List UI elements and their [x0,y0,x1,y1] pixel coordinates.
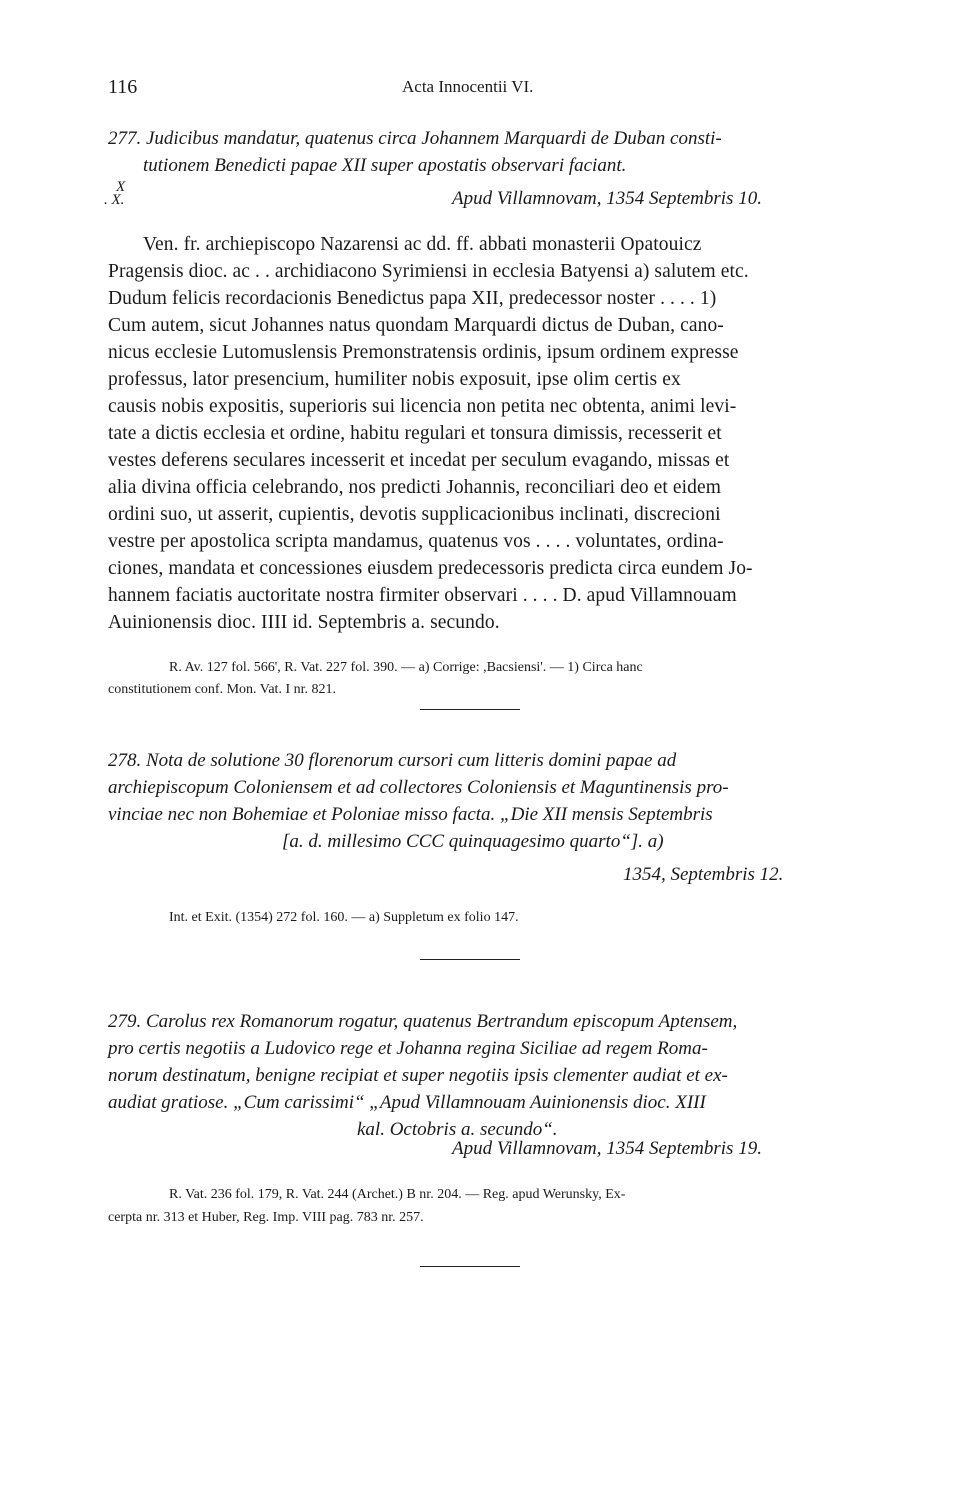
entry-277-body-line: Pragensis dioc. ac . . archidiacono Syrimiensi in ecclesia Batyensi a) salutem etc. [108,261,749,282]
entry-277-body-line: vestre per apostolica scripta mandamus, quatenus vos . . . . voluntates, ordina- [108,531,724,552]
entry-277-body-line: Auinionensis dioc. IIII id. Septembris a. secundo. [108,612,500,633]
entry-277-place-date: Apud Villamnovam, 1354 Septembris 10. [452,188,762,209]
entry-277-body-line: nicus ecclesie Lutomuslensis Premonstratensis ordinis, ipsum ordinem expresse [108,342,739,363]
entry-279-heading-line: kal. Octobris a. secundo“. [357,1119,558,1140]
entry-277-heading-line-1: 277. Judicibus mandatur, quatenus circa Johannem Marquardi de Duban consti- [108,128,722,149]
section-divider [420,959,520,960]
margin-mark-top: X [116,179,126,195]
entry-279-notes-line: R. Vat. 236 fol. 179, R. Vat. 244 (Archet.) B nr. 204. — Reg. apud Werunsky, Ex- [169,1187,626,1202]
entry-279-heading-line: pro certis negotiis a Ludovico rege et Johanna regina Siciliae ad regem Roma- [108,1038,708,1059]
entry-279-notes-line: cerpta nr. 313 et Huber, Reg. Imp. VIII pag. 783 nr. 257. [108,1210,424,1225]
entry-279-place-date: Apud Villamnovam, 1354 Septembris 19. [452,1138,762,1159]
entry-277-body-line: ordini suo, ut asserit, cupientis, devotis supplicacionibus inclinati, discrecioni [108,504,721,525]
page-number: 116 [108,76,138,98]
entry-278-heading-line: [a. d. millesimo CCC quinquagesimo quarto“]. a) [282,831,664,852]
entry-277-body-line: Ven. fr. archiepiscopo Nazarensi ac dd. ff. abbati monasterii Opatouicz [143,234,702,255]
entry-278-heading-line: vinciae nec non Bohemiae et Poloniae misso facta. „Die XII mensis Septembris [108,804,713,825]
running-title: Acta Innocentii VI. [402,77,534,96]
entry-277-body-line: causis nobis expositis, superioris sui licencia non petita nec obtenta, animi levi- [108,396,737,417]
section-divider [420,709,520,710]
entry-277-body-line: Dudum felicis recordacionis Benedictus papa XII, predecessor noster . . . . 1) [108,288,717,309]
entry-278-heading-line: archiepiscopum Coloniensem et ad collectores Coloniensis et Maguntinensis pro- [108,777,729,798]
entry-277-body-line: professus, lator presencium, humiliter nobis exposuit, ipse olim certis ex [108,369,681,390]
entry-277-body-line: vestes deferens seculares incesserit et incedat per seculum evagando, missas et [108,450,730,471]
entry-278-heading-line: 278. Nota de solutione 30 florenorum cursori cum litteris domini papae ad [108,750,677,771]
entry-277-body-line: tate a dictis ecclesia et ordine, habitu regulari et tonsura dimissis, recesserit et [108,423,722,444]
entry-279-heading-line: 279. Carolus rex Romanorum rogatur, quatenus Bertrandum episcopum Aptensem, [108,1011,738,1032]
entry-277-body-line: hannem faciatis auctoritate nostra firmiter observari . . . . D. apud Villamnouam [108,585,737,606]
entry-277-notes-line: R. Av. 127 fol. 566', R. Vat. 227 fol. 390. — a) Corrige: ,Bacsiensi'. — 1) Circa hanc [169,660,643,675]
entry-278-place-date: 1354, Septembris 12. [623,864,784,885]
margin-mark-bottom: . X. [104,192,125,208]
entry-277-heading-line-2: tutionem Benedicti papae XII super apostatis observari faciant. [143,155,627,176]
entry-277-body-line: alia divina officia celebrando, nos predicti Johannis, reconciliari deo et eidem [108,477,721,498]
entry-279-heading-line: norum destinatum, benigne recipiat et super negotiis ipsis clementer audiat et ex- [108,1065,728,1086]
section-divider [420,1266,520,1267]
entry-277-body-line: ciones, mandata et concessiones eiusdem predecessoris predicta circa eundem Jo- [108,558,753,579]
entry-278-note: Int. et Exit. (1354) 272 fol. 160. — a) Suppletum ex folio 147. [169,910,519,925]
entry-277-body-line: Cum autem, sicut Johannes natus quondam Marquardi dictus de Duban, cano- [108,315,724,336]
entry-277-notes-line: constitutionem conf. Mon. Vat. I nr. 821. [108,682,336,697]
entry-279-heading-line: audiat gratiose. „Cum carissimi“ „Apud Villamnouam Auinionensis dioc. XIII [108,1092,706,1113]
